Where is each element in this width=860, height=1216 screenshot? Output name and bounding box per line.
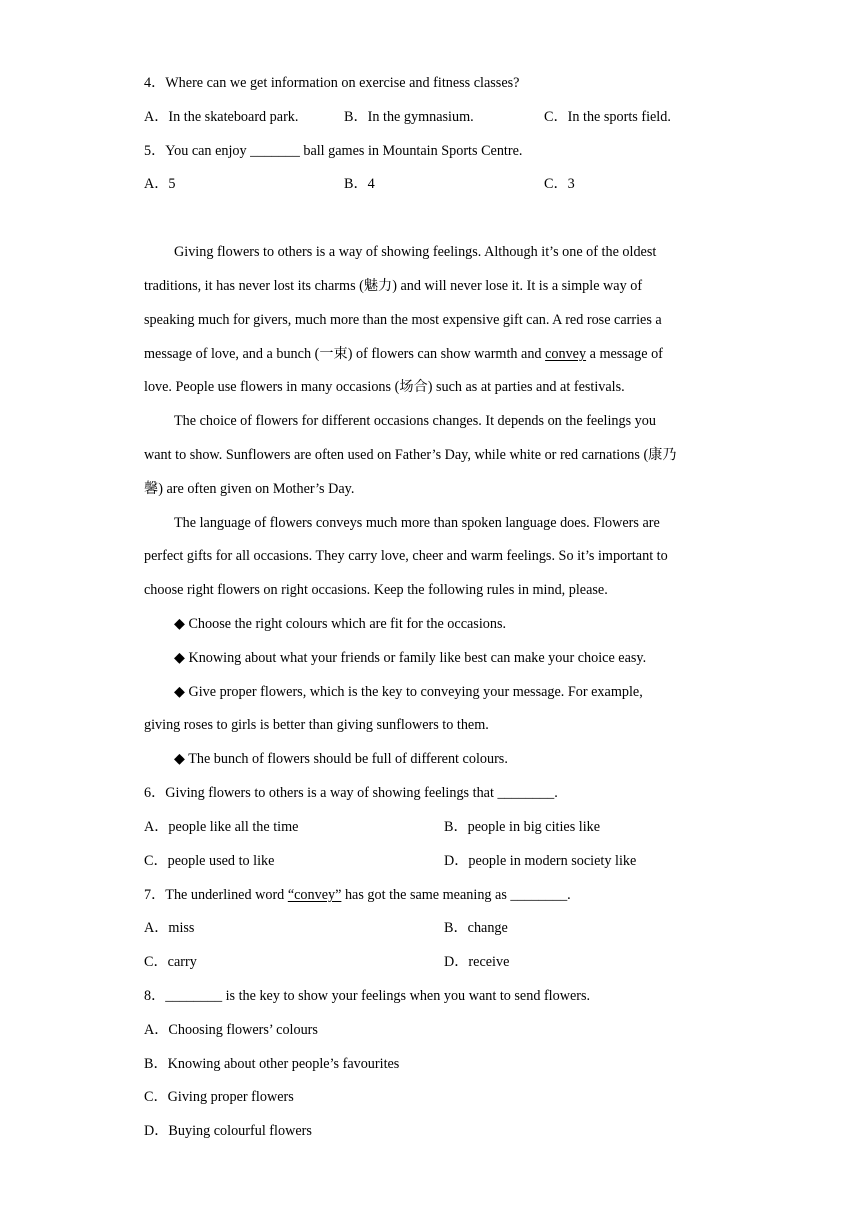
- rule-4: ◆ The bunch of flowers should be full of different colours.: [174, 751, 508, 767]
- rule-3-continued: giving roses to girls is better than giving sunflowers to them.: [144, 717, 489, 733]
- question-5: 5．You can enjoy _______ ball games in Mountain Sports Centre.: [144, 143, 523, 159]
- q7-option-c: C．carry: [144, 954, 197, 970]
- q8-option-a: A．Choosing flowers’ colours: [144, 1022, 318, 1038]
- passage-p1-line-5: love. People use flowers in many occasions (场合) such as at parties and at festivals.: [144, 379, 625, 395]
- question-8: 8．________ is the key to show your feelings when you want to send flowers.: [144, 988, 591, 1004]
- q7-option-a: A．miss: [144, 920, 195, 936]
- passage-p2-line-2: want to show. Sunflowers are often used on Father’s Day, while white or red carnations (康乃: [144, 447, 677, 463]
- q4-option-b: B．In the gymnasium.: [344, 109, 474, 125]
- q8-option-b: B．Knowing about other people’s favourites: [144, 1056, 400, 1072]
- passage-p1-line-4-tail: a message of: [586, 346, 663, 362]
- passage-p2-line-3: 馨) are often given on Mother’s Day.: [144, 481, 355, 497]
- q5-option-b: B．4: [344, 176, 375, 192]
- passage-p1-line-4-text: message of love, and a bunch (一束) of flowers can show warmth and: [144, 346, 546, 362]
- q6-option-d: D．people in modern society like: [444, 853, 637, 869]
- question-7-word: “convey”: [287, 887, 342, 903]
- rule-1: ◆ Choose the right colours which are fit for the occasions.: [174, 616, 507, 632]
- passage-p1-line-3: speaking much for givers, much more than the most expensive gift can. A red rose carries a: [144, 312, 662, 328]
- question-6: 6．Giving flowers to others is a way of showing feelings that ________.: [144, 785, 558, 801]
- question-7: [144, 886, 571, 904]
- q6-option-b: B．people in big cities like: [444, 819, 601, 835]
- q7-option-d: D．receive: [444, 954, 510, 970]
- passage-p3-line-3: choose right flowers on right occasions. Keep the following rules in mind, please.: [144, 582, 608, 598]
- q8-option-d: D．Buying colourful flowers: [144, 1123, 312, 1139]
- question-4: 4．Where can we get information on exercise and fitness classes?: [144, 75, 520, 91]
- q5-option-a: A．5: [144, 176, 176, 192]
- q7-option-b: B．change: [444, 920, 508, 936]
- rule-2: ◆ Knowing about what your friends or family like best can make your choice easy.: [174, 650, 647, 666]
- q4-option-c: C．In the sports field.: [544, 109, 671, 125]
- q6-option-a: A．people like all the time: [144, 819, 299, 835]
- question-7-pre: 7．The underlined word: [144, 887, 288, 903]
- rule-3: ◆ Give proper flowers, which is the key to conveying your message. For example,: [174, 684, 643, 700]
- q8-option-c: C．Giving proper flowers: [144, 1089, 294, 1105]
- passage-p3-line-2: perfect gifts for all occasions. They carry love, cheer and warm feelings. So it’s important to: [144, 548, 668, 564]
- q6-option-c: C．people used to like: [144, 853, 275, 869]
- passage-p3-line-1: The language of flowers conveys much more than spoken language does. Flowers are: [174, 515, 660, 531]
- passage-p1-line-4: [144, 345, 663, 363]
- passage-p1-line-2: traditions, it has never lost its charms (魅力) and will never lose it. It is a simple way of: [144, 278, 643, 294]
- question-7-post: has got the same meaning as ________.: [341, 887, 571, 903]
- passage-p1-line-1: Giving flowers to others is a way of showing feelings. Although it’s one of the oldest: [174, 244, 657, 260]
- underlined-word-convey: convey: [545, 346, 587, 362]
- q4-option-a: A．In the skateboard park.: [144, 109, 299, 125]
- q5-option-c: C．3: [544, 176, 575, 192]
- passage-p2-line-1: The choice of flowers for different occasions changes. It depends on the feelings you: [174, 413, 656, 429]
